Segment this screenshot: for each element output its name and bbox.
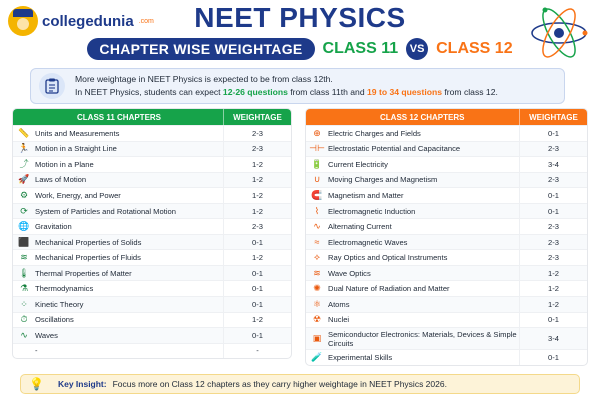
chapter-name: Mechanical Properties of Fluids	[35, 253, 141, 263]
lightbulb-icon: 💡	[29, 377, 44, 391]
chapter-name: System of Particles and Rotational Motion	[35, 206, 176, 216]
experiment-icon: 🧪	[311, 351, 323, 362]
table-row	[306, 187, 587, 203]
table-row	[306, 280, 587, 296]
runner-icon: 🏃	[18, 143, 30, 154]
table-row	[13, 234, 291, 250]
chapter-weightage: 1-2	[519, 297, 587, 312]
sine-wave-icon: ∿	[20, 329, 28, 340]
chapter-weightage: 0-1	[223, 235, 291, 250]
insight-label: Key Insight:	[57, 379, 107, 389]
class11-table	[12, 108, 292, 359]
chapter-name: Thermal Properties of Matter	[35, 268, 132, 278]
rotation-icon: ⟳	[20, 205, 28, 216]
photon-icon: ✺	[313, 283, 321, 294]
page-title: NEET PHYSICS	[194, 2, 406, 33]
class12-table-header	[306, 109, 587, 125]
ac-icon: ∿	[313, 221, 321, 232]
brand-name: collegedunia	[42, 12, 134, 30]
chapter-name: Electrostatic Potential and Capacitance	[328, 144, 461, 154]
class11-label: CLASS 11	[322, 40, 399, 57]
table-row	[13, 312, 291, 328]
chapter-weightage: 0-1	[519, 126, 587, 141]
chapter-weightage: 0-1	[223, 266, 291, 281]
table-row	[306, 156, 587, 172]
row-icon-cell	[13, 190, 35, 201]
table-row	[13, 265, 291, 281]
chapter-weightage: 1-2	[223, 250, 291, 265]
magnet-icon: 🧲	[311, 189, 323, 200]
table-row	[13, 156, 291, 172]
charges-icon: ⊕	[313, 127, 321, 138]
chapter-weightage: 3-4	[519, 157, 587, 172]
chapter-weightage: 0-1	[519, 313, 587, 328]
table-row	[306, 265, 587, 281]
row-icon-cell	[13, 174, 35, 185]
capacitor-icon: ⊣⊢	[309, 143, 325, 154]
key-insight-banner	[20, 374, 580, 394]
chapter-name: -	[35, 346, 38, 356]
chapter-name: Waves	[35, 330, 58, 340]
battery-icon: 🔋	[311, 158, 323, 169]
row-icon-cell	[306, 237, 328, 248]
chapter-weightage: 0-1	[223, 297, 291, 312]
table-row	[306, 296, 587, 312]
table-row	[306, 218, 587, 234]
table-row	[306, 203, 587, 219]
class12-chapter-header: CLASS 12 CHAPTERS	[380, 112, 465, 122]
row-icon-cell	[13, 299, 35, 310]
vs-badge: VS	[406, 38, 428, 60]
table-row	[13, 141, 291, 157]
info-line-2-mid: from class 11th and	[287, 87, 368, 97]
row-icon-cell	[306, 174, 328, 185]
table-row	[13, 343, 291, 359]
pendulum-icon: ⏱	[20, 314, 28, 325]
row-icon-cell	[306, 268, 328, 279]
row-icon-cell	[306, 283, 328, 294]
atom-icon: ⚛	[312, 298, 322, 309]
chapter-name: Electromagnetic Induction	[328, 206, 416, 216]
class11-table-header	[13, 109, 291, 125]
chapter-weightage: 0-1	[519, 204, 587, 219]
molecules-icon: ⁘	[20, 298, 28, 309]
ruler-icon: 📏	[18, 127, 30, 138]
chapter-name: Electromagnetic Waves	[328, 237, 408, 247]
table-row	[13, 172, 291, 188]
row-icon-cell	[306, 128, 328, 139]
cube-icon: ⬛	[18, 236, 30, 247]
row-icon-cell	[306, 190, 328, 201]
chapter-weightage: 2-3	[223, 219, 291, 234]
row-icon-cell	[306, 143, 328, 154]
row-icon-cell	[13, 268, 35, 279]
row-icon-cell	[13, 159, 35, 170]
globe-icon: 🌐	[18, 221, 30, 232]
row-icon-cell	[306, 333, 328, 344]
class12-table	[305, 108, 588, 366]
table-row	[13, 327, 291, 343]
class11-question-range: 12-26 questions	[222, 87, 288, 97]
chapter-name: Gravitation	[35, 222, 72, 232]
chapter-weightage: 1-2	[519, 266, 587, 281]
coil-icon: ⌇	[314, 205, 320, 216]
chapter-name: Units and Measurements	[35, 128, 120, 138]
row-icon-cell	[13, 206, 35, 217]
row-icon-cell	[306, 206, 328, 217]
table-row	[306, 327, 587, 349]
row-icon-cell	[13, 237, 35, 248]
chapter-weightage: 1-2	[223, 173, 291, 188]
chapter-name: Current Electricity	[328, 159, 388, 169]
chapter-weightage: 2-3	[519, 235, 587, 250]
row-icon-cell	[306, 352, 328, 363]
chapter-weightage: 0-1	[519, 350, 587, 365]
waves-icon: ≋	[20, 252, 28, 263]
row-icon-cell	[306, 159, 328, 170]
horseshoe-magnet-icon: ∪	[313, 174, 321, 185]
info-box	[30, 68, 565, 104]
row-icon-cell	[306, 252, 328, 263]
table-row	[13, 203, 291, 219]
info-line-1: More weightage in NEET Physics is expected to be from class 12th.	[75, 74, 333, 84]
chapter-name: Semiconductor Electronics: Materials, Devices & Simple Circuits	[328, 329, 517, 348]
gear-icon: ⚙	[19, 189, 29, 200]
chapter-name: Alternating Current	[328, 222, 392, 232]
table-row	[13, 187, 291, 203]
nucleus-icon: ☢	[312, 314, 322, 325]
chapter-weightage: 1-2	[223, 313, 291, 328]
chapter-weightage: 2-3	[519, 173, 587, 188]
wave-optics-icon: ≋	[313, 267, 321, 278]
thermometer-icon: 🌡	[18, 267, 30, 278]
class11-weightage-header: WEIGHTAGE	[223, 109, 291, 125]
chapter-weightage: 2-3	[519, 219, 587, 234]
chapter-weightage: 2-3	[223, 126, 291, 141]
subtitle-pill: CHAPTER WISE WEIGHTAGE	[87, 38, 314, 60]
class12-table-body	[306, 125, 587, 365]
chapter-name: Thermodynamics	[35, 284, 94, 294]
chapter-name: Experimental Skills	[328, 352, 393, 362]
table-row	[306, 141, 587, 157]
chapter-name: Mechanical Properties of Solids	[35, 237, 142, 247]
table-row	[306, 172, 587, 188]
subtitle-row	[0, 38, 600, 60]
chapter-weightage: -	[223, 344, 291, 359]
row-icon-cell	[13, 143, 35, 154]
chapter-weightage: 1-2	[223, 204, 291, 219]
chapter-name: Laws of Motion	[35, 175, 87, 185]
table-row	[306, 312, 587, 328]
ray-icon: ⟡	[314, 252, 320, 263]
em-wave-icon: ≈	[314, 236, 320, 247]
table-row	[13, 296, 291, 312]
class12-question-range: 19 to 34 questions	[367, 87, 442, 97]
info-line-2-pre: In NEET Physics, students can expect	[75, 87, 223, 97]
chapter-weightage: 1-2	[223, 157, 291, 172]
chapter-name: Atoms	[328, 299, 350, 309]
row-icon-cell	[306, 314, 328, 325]
table-row	[13, 249, 291, 265]
chapter-name: Magnetism and Matter	[328, 190, 404, 200]
info-line-2	[75, 86, 498, 99]
chapter-weightage: 1-2	[223, 188, 291, 203]
chapter-name: Motion in a Straight Line	[35, 144, 117, 154]
row-icon-cell	[13, 128, 35, 139]
info-line-2-post: from class 12.	[442, 87, 498, 97]
chapter-name: Oscillations	[35, 315, 74, 325]
chapter-name: Kinetic Theory	[35, 299, 84, 309]
chapter-weightage: 0-1	[223, 328, 291, 343]
table-row	[13, 280, 291, 296]
row-icon-cell	[13, 330, 35, 341]
class12-weightage-header: WEIGHTAGE	[519, 109, 587, 125]
table-row	[13, 218, 291, 234]
projectile-icon: ⤴	[19, 158, 29, 169]
chapter-name: Dual Nature of Radiation and Matter	[328, 284, 450, 294]
chapter-name: Wave Optics	[328, 268, 371, 278]
chapter-name: Motion in a Plane	[35, 159, 94, 169]
chapter-weightage: 0-1	[519, 188, 587, 203]
table-row	[13, 125, 291, 141]
class12-label: CLASS 12	[436, 40, 513, 57]
row-icon-cell	[13, 221, 35, 232]
atom-icon	[528, 2, 590, 64]
chapter-weightage: 3-4	[519, 328, 587, 349]
row-icon-cell	[306, 299, 328, 310]
brand-suffix: .com	[138, 17, 154, 25]
chapter-weightage: 0-1	[223, 281, 291, 296]
chapter-name: Work, Energy, and Power	[35, 190, 121, 200]
chapter-name: Electric Charges and Fields	[328, 128, 421, 138]
clipboard-icon	[39, 73, 65, 99]
row-icon-cell	[306, 221, 328, 232]
table-row	[306, 234, 587, 250]
chapter-weightage: 2-3	[519, 142, 587, 157]
info-text	[75, 73, 498, 99]
flask-icon: ⚗	[19, 283, 29, 294]
insight-text: Focus more on Class 12 chapters as they carry higher weightage in NEET Physics 2026.	[112, 379, 447, 389]
class11-table-body	[13, 125, 291, 358]
table-row	[306, 125, 587, 141]
table-row	[306, 249, 587, 265]
chapter-name: Nuclei	[328, 315, 350, 325]
chapter-weightage: 2-3	[519, 250, 587, 265]
chapter-weightage: 2-3	[223, 142, 291, 157]
chip-icon: ▣	[312, 333, 322, 344]
row-icon-cell	[13, 314, 35, 325]
chapter-weightage: 1-2	[519, 281, 587, 296]
rocket-icon: 🚀	[18, 174, 30, 185]
table-row	[306, 349, 587, 365]
chapter-name: Moving Charges and Magnetism	[328, 175, 438, 185]
chapter-name: Ray Optics and Optical Instruments	[328, 253, 448, 263]
row-icon-cell	[13, 252, 35, 263]
row-icon-cell	[13, 283, 35, 294]
class11-chapter-header: CLASS 11 CHAPTERS	[77, 112, 162, 122]
